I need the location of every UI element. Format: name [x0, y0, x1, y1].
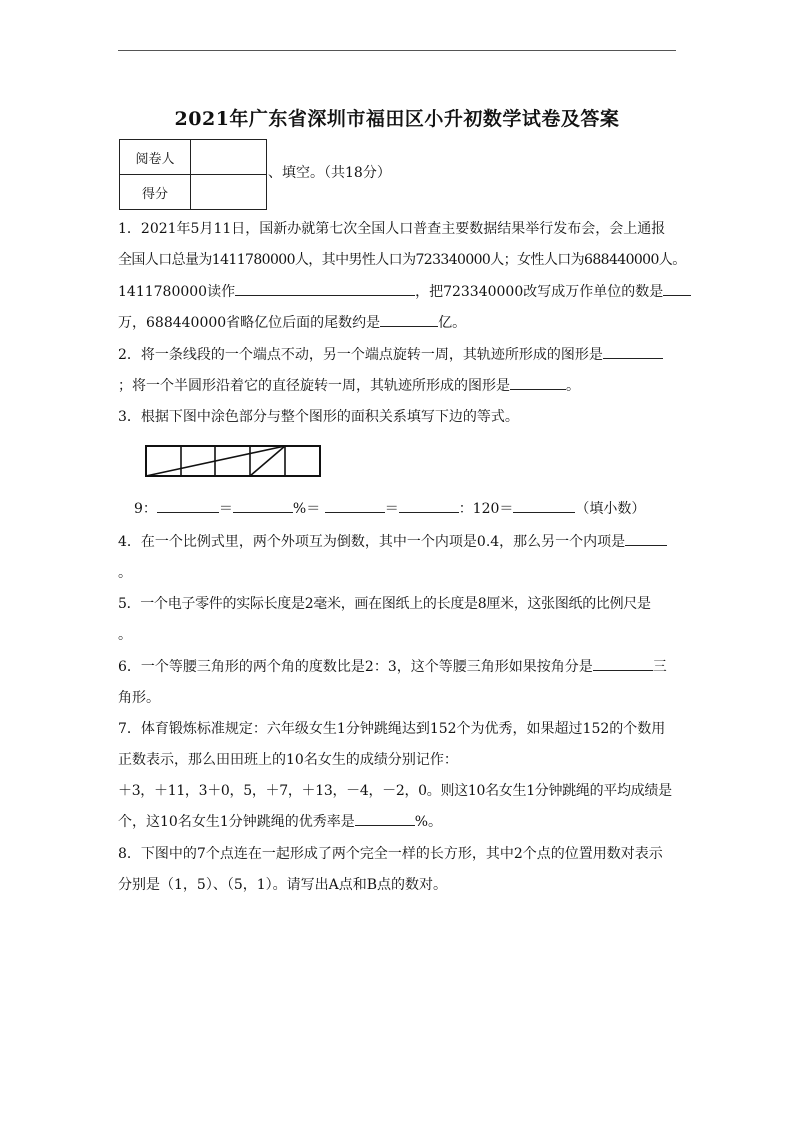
q3-eq-a: 9： — [134, 501, 157, 517]
q2-blank-1[interactable] — [603, 344, 663, 359]
q3-blank-2[interactable] — [233, 498, 293, 513]
q1-text-d: 亿。 — [438, 315, 467, 331]
q2-text-a: 2．将一条线段的一个端点不动，另一个端点旋转一周，其轨迹所形成的图形是 — [118, 347, 603, 363]
q8-line2: 分别是（1，5）、（5，1）。请写出A点和B点的数对。 — [118, 877, 448, 893]
q1-line4 — [118, 312, 466, 332]
q7-line4 — [118, 811, 442, 831]
q4-line2: 。 — [118, 565, 132, 581]
q2-line1 — [118, 344, 663, 364]
q4-blank[interactable] — [625, 531, 667, 546]
q1-blank-wan[interactable] — [663, 281, 691, 296]
q7-text-a: 个，这10名女生1分钟跳绳的优秀率是 — [118, 814, 355, 830]
q6-text-a: 6．一个等腰三角形的两个角的度数比是2：3，这个等腰三角形如果按角分是 — [118, 659, 593, 675]
q3-equation — [134, 498, 645, 518]
q7-text-b: %。 — [414, 814, 443, 830]
q1-blank-yi[interactable] — [380, 312, 438, 327]
q4-text: 4．在一个比例式里，两个外项互为倒数，其中一个内项是0.4，那么另一个内项是 — [118, 534, 626, 550]
q3-eq-d: ＝ — [384, 501, 399, 517]
reviewer-cell[interactable] — [191, 140, 267, 175]
q1-line3 — [118, 281, 691, 301]
q6-blank[interactable] — [593, 656, 653, 671]
q2-blank-2[interactable] — [510, 375, 566, 390]
q3-eq-e: ：120＝ — [458, 501, 514, 517]
header-rule — [118, 50, 676, 51]
q7-blank[interactable] — [355, 811, 415, 826]
q5-line2: 。 — [118, 627, 132, 643]
q7-line3: ＋3，＋11，3＋0，5，＋7，＋13，－4，－2，0。则这10名女生1分钟跳绳的平均成绩是 — [118, 783, 672, 799]
reviewer-label: 阅卷人 — [120, 140, 191, 175]
score-cell[interactable] — [191, 175, 267, 210]
q3-blank-5[interactable] — [513, 498, 575, 513]
q3-blank-1[interactable] — [157, 498, 219, 513]
q3-eq-f: （填小数） — [575, 501, 646, 517]
page-title: 2021年广东省深圳市福田区小升初数学试卷及答案 — [174, 108, 620, 130]
q6-text-b: 三 — [652, 659, 667, 675]
q3-blank-4[interactable] — [399, 498, 459, 513]
q1-line2: 全国人口总量为1411780000人，其中男性人口为723340000人；女性人口为688440000人。 — [118, 252, 686, 268]
score-table — [119, 139, 267, 210]
q3-blank-3[interactable] — [325, 498, 385, 513]
q6-line1 — [118, 656, 667, 676]
score-label: 得分 — [120, 175, 191, 210]
q1-text-a: 1411780000读作 — [118, 284, 236, 300]
q2-text-b: ；将一个半圆形沿着它的直径旋转一周，其轨迹所形成的图形是 — [118, 378, 510, 394]
q3-eq-c: %＝ — [292, 501, 321, 517]
q2-text-c: 。 — [566, 378, 580, 394]
q1-blank-reading[interactable] — [235, 281, 415, 296]
q3-line1: 3．根据下图中涂色部分与整个图形的面积关系填写下边的等式。 — [118, 409, 519, 425]
q1-text-b: ，把723340000改写成万作单位的数是 — [415, 284, 664, 300]
q7-line2: 正数表示，那么田田班上的10名女生的成绩分别记作： — [118, 752, 458, 768]
q1-line1: 1．2021年5月11日，国新办就第七次全国人口普查主要数据结果举行发布会，会上通报 — [118, 221, 666, 237]
figure-outline — [146, 446, 320, 476]
q2-line2 — [118, 375, 580, 395]
section-heading: 、填空。（共18分） — [268, 165, 391, 181]
q4-line1 — [118, 531, 667, 551]
q5-line1: 5．一个电子零件的实际长度是2毫米，画在图纸上的长度是8厘米，这张图纸的比例尺是 — [118, 596, 651, 612]
shaded-rectangle-figure — [144, 442, 324, 480]
q6-line2: 角形。 — [118, 690, 160, 706]
q3-eq-b: ＝ — [218, 501, 233, 517]
q1-text-c: 万，688440000省略亿位后面的尾数约是 — [118, 315, 381, 331]
q7-line1: 7．体育锻炼标准规定：六年级女生1分钟跳绳达到152个为优秀，如果超过152的个数用 — [118, 721, 666, 737]
q8-line1: 8．下图中的7个点连在一起形成了两个完全一样的长方形，其中2个点的位置用数对表示 — [118, 846, 663, 862]
